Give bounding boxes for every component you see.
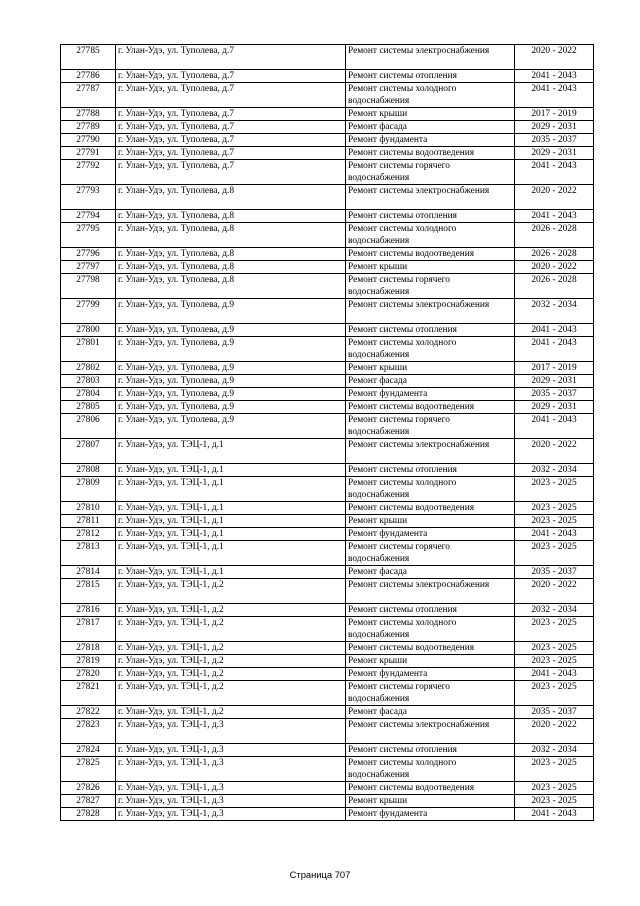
table-row bbox=[61, 477, 594, 502]
work-type-cell: Ремонт системы электроснабжения bbox=[346, 719, 515, 744]
address-cell: г. Улан-Удэ, ул. Туполева, д.7 bbox=[116, 147, 346, 160]
work-type-cell: Ремонт системы отопления bbox=[346, 210, 515, 223]
work-type-cell: Ремонт системы отопления bbox=[346, 324, 515, 337]
row-number-cell: 27807 bbox=[61, 439, 116, 464]
row-number-cell: 27802 bbox=[61, 362, 116, 375]
work-type-cell: Ремонт системы отопления bbox=[346, 464, 515, 477]
address-cell: г. Улан-Удэ, ул. Туполева, д.8 bbox=[116, 210, 346, 223]
row-number-cell: 27818 bbox=[61, 642, 116, 655]
table-row bbox=[61, 337, 594, 362]
row-number-cell: 27823 bbox=[61, 719, 116, 744]
row-number-cell: 27824 bbox=[61, 744, 116, 757]
period-cell: 2026 - 2028 bbox=[515, 248, 594, 261]
address-cell: г. Улан-Удэ, ул. Туполева, д.9 bbox=[116, 388, 346, 401]
address-cell: г. Улан-Удэ, ул. ТЭЦ-1, д.2 bbox=[116, 642, 346, 655]
period-cell: 2041 - 2043 bbox=[515, 528, 594, 541]
table-row bbox=[61, 541, 594, 566]
address-cell: г. Улан-Удэ, ул. ТЭЦ-1, д.1 bbox=[116, 541, 346, 566]
address-cell: г. Улан-Удэ, ул. ТЭЦ-1, д.3 bbox=[116, 719, 346, 744]
work-type-cell: Ремонт системы электроснабжения bbox=[346, 579, 515, 604]
period-cell: 2017 - 2019 bbox=[515, 108, 594, 121]
table-row bbox=[61, 706, 594, 719]
work-type-cell: Ремонт крыши bbox=[346, 655, 515, 668]
row-number-cell: 27813 bbox=[61, 541, 116, 566]
table-row bbox=[61, 83, 594, 108]
address-cell: г. Улан-Удэ, ул. Туполева, д.7 bbox=[116, 134, 346, 147]
table-row bbox=[61, 210, 594, 223]
table-row bbox=[61, 248, 594, 261]
work-type-cell: Ремонт системы отопления bbox=[346, 744, 515, 757]
row-number-cell: 27826 bbox=[61, 782, 116, 795]
work-type-cell: Ремонт фундамента bbox=[346, 388, 515, 401]
period-cell: 2017 - 2019 bbox=[515, 362, 594, 375]
row-number-cell: 27814 bbox=[61, 566, 116, 579]
table-row bbox=[61, 299, 594, 324]
table-row bbox=[61, 108, 594, 121]
period-cell: 2023 - 2025 bbox=[515, 782, 594, 795]
address-cell: г. Улан-Удэ, ул. Туполева, д.9 bbox=[116, 337, 346, 362]
document-page bbox=[60, 44, 593, 821]
address-cell: г. Улан-Удэ, ул. ТЭЦ-1, д.2 bbox=[116, 681, 346, 706]
table-row bbox=[61, 757, 594, 782]
row-number-cell: 27795 bbox=[61, 223, 116, 248]
work-type-cell: Ремонт фундамента bbox=[346, 668, 515, 681]
address-cell: г. Улан-Удэ, ул. ТЭЦ-1, д.3 bbox=[116, 782, 346, 795]
row-number-cell: 27801 bbox=[61, 337, 116, 362]
work-type-cell: Ремонт системы холодного водоснабжения bbox=[346, 477, 515, 502]
table-row bbox=[61, 439, 594, 464]
period-cell: 2032 - 2034 bbox=[515, 604, 594, 617]
table-row bbox=[61, 185, 594, 210]
row-number-cell: 27785 bbox=[61, 45, 116, 70]
row-number-cell: 27821 bbox=[61, 681, 116, 706]
period-cell: 2041 - 2043 bbox=[515, 70, 594, 83]
table-row bbox=[61, 274, 594, 299]
table-row bbox=[61, 464, 594, 477]
row-number-cell: 27809 bbox=[61, 477, 116, 502]
work-type-cell: Ремонт крыши bbox=[346, 515, 515, 528]
address-cell: г. Улан-Удэ, ул. Туполева, д.8 bbox=[116, 261, 346, 274]
period-cell: 2023 - 2025 bbox=[515, 515, 594, 528]
table-row bbox=[61, 668, 594, 681]
row-number-cell: 27787 bbox=[61, 83, 116, 108]
table-row bbox=[61, 744, 594, 757]
work-type-cell: Ремонт фасада bbox=[346, 121, 515, 134]
period-cell: 2023 - 2025 bbox=[515, 757, 594, 782]
table-row bbox=[61, 642, 594, 655]
row-number-cell: 27803 bbox=[61, 375, 116, 388]
period-cell: 2023 - 2025 bbox=[515, 795, 594, 808]
row-number-cell: 27798 bbox=[61, 274, 116, 299]
work-type-cell: Ремонт системы холодного водоснабжения bbox=[346, 757, 515, 782]
address-cell: г. Улан-Удэ, ул. Туполева, д.7 bbox=[116, 70, 346, 83]
row-number-cell: 27828 bbox=[61, 808, 116, 821]
period-cell: 2041 - 2043 bbox=[515, 160, 594, 185]
period-cell: 2023 - 2025 bbox=[515, 477, 594, 502]
work-type-cell: Ремонт системы холодного водоснабжения bbox=[346, 617, 515, 642]
work-type-cell: Ремонт системы горячего водоснабжения bbox=[346, 681, 515, 706]
table-row bbox=[61, 45, 594, 70]
address-cell: г. Улан-Удэ, ул. Туполева, д.7 bbox=[116, 108, 346, 121]
work-type-cell: Ремонт системы холодного водоснабжения bbox=[346, 337, 515, 362]
period-cell: 2023 - 2025 bbox=[515, 681, 594, 706]
address-cell: г. Улан-Удэ, ул. ТЭЦ-1, д.1 bbox=[116, 566, 346, 579]
work-type-cell: Ремонт системы холодного водоснабжения bbox=[346, 83, 515, 108]
period-cell: 2035 - 2037 bbox=[515, 388, 594, 401]
address-cell: г. Улан-Удэ, ул. Туполева, д.8 bbox=[116, 248, 346, 261]
address-cell: г. Улан-Удэ, ул. Туполева, д.9 bbox=[116, 414, 346, 439]
address-cell: г. Улан-Удэ, ул. Туполева, д.8 bbox=[116, 223, 346, 248]
period-cell: 2026 - 2028 bbox=[515, 274, 594, 299]
table-row bbox=[61, 388, 594, 401]
period-cell: 2041 - 2043 bbox=[515, 668, 594, 681]
address-cell: г. Улан-Удэ, ул. ТЭЦ-1, д.2 bbox=[116, 579, 346, 604]
work-type-cell: Ремонт фундамента bbox=[346, 528, 515, 541]
address-cell: г. Улан-Удэ, ул. ТЭЦ-1, д.2 bbox=[116, 706, 346, 719]
period-cell: 2029 - 2031 bbox=[515, 121, 594, 134]
work-type-cell: Ремонт фундамента bbox=[346, 808, 515, 821]
table-row bbox=[61, 528, 594, 541]
row-number-cell: 27816 bbox=[61, 604, 116, 617]
table-row bbox=[61, 121, 594, 134]
row-number-cell: 27804 bbox=[61, 388, 116, 401]
work-type-cell: Ремонт фасада bbox=[346, 706, 515, 719]
period-cell: 2020 - 2022 bbox=[515, 579, 594, 604]
address-cell: г. Улан-Удэ, ул. ТЭЦ-1, д.1 bbox=[116, 502, 346, 515]
address-cell: г. Улан-Удэ, ул. ТЭЦ-1, д.3 bbox=[116, 795, 346, 808]
table-row bbox=[61, 147, 594, 160]
address-cell: г. Улан-Удэ, ул. ТЭЦ-1, д.1 bbox=[116, 515, 346, 528]
table-body bbox=[61, 45, 594, 821]
period-cell: 2023 - 2025 bbox=[515, 502, 594, 515]
period-cell: 2035 - 2037 bbox=[515, 134, 594, 147]
period-cell: 2023 - 2025 bbox=[515, 655, 594, 668]
work-type-cell: Ремонт фасада bbox=[346, 375, 515, 388]
row-number-cell: 27794 bbox=[61, 210, 116, 223]
address-cell: г. Улан-Удэ, ул. ТЭЦ-1, д.3 bbox=[116, 757, 346, 782]
address-cell: г. Улан-Удэ, ул. ТЭЦ-1, д.1 bbox=[116, 464, 346, 477]
work-type-cell: Ремонт системы электроснабжения bbox=[346, 439, 515, 464]
row-number-cell: 27808 bbox=[61, 464, 116, 477]
address-cell: г. Улан-Удэ, ул. ТЭЦ-1, д.2 bbox=[116, 655, 346, 668]
work-type-cell: Ремонт системы электроснабжения bbox=[346, 45, 515, 70]
table-row bbox=[61, 160, 594, 185]
period-cell: 2029 - 2031 bbox=[515, 375, 594, 388]
row-number-cell: 27806 bbox=[61, 414, 116, 439]
work-type-cell: Ремонт фундамента bbox=[346, 134, 515, 147]
work-type-cell: Ремонт крыши bbox=[346, 108, 515, 121]
row-number-cell: 27817 bbox=[61, 617, 116, 642]
work-type-cell: Ремонт системы водоотведения bbox=[346, 642, 515, 655]
repair-schedule-table bbox=[60, 44, 594, 821]
address-cell: г. Улан-Удэ, ул. ТЭЦ-1, д.2 bbox=[116, 668, 346, 681]
address-cell: г. Улан-Удэ, ул. Туполева, д.9 bbox=[116, 324, 346, 337]
period-cell: 2026 - 2028 bbox=[515, 223, 594, 248]
address-cell: г. Улан-Удэ, ул. Туполева, д.9 bbox=[116, 401, 346, 414]
table-row bbox=[61, 604, 594, 617]
address-cell: г. Улан-Удэ, ул. ТЭЦ-1, д.3 bbox=[116, 744, 346, 757]
address-cell: г. Улан-Удэ, ул. Туполева, д.9 bbox=[116, 375, 346, 388]
row-number-cell: 27810 bbox=[61, 502, 116, 515]
address-cell: г. Улан-Удэ, ул. ТЭЦ-1, д.1 bbox=[116, 477, 346, 502]
work-type-cell: Ремонт системы горячего водоснабжения bbox=[346, 541, 515, 566]
address-cell: г. Улан-Удэ, ул. Туполева, д.7 bbox=[116, 45, 346, 70]
address-cell: г. Улан-Удэ, ул. Туполева, д.9 bbox=[116, 362, 346, 375]
table-row bbox=[61, 362, 594, 375]
table-row bbox=[61, 617, 594, 642]
table-row bbox=[61, 655, 594, 668]
work-type-cell: Ремонт системы холодного водоснабжения bbox=[346, 223, 515, 248]
address-cell: г. Улан-Удэ, ул. Туполева, д.7 bbox=[116, 121, 346, 134]
period-cell: 2020 - 2022 bbox=[515, 45, 594, 70]
period-cell: 2041 - 2043 bbox=[515, 808, 594, 821]
table-row bbox=[61, 566, 594, 579]
period-cell: 2020 - 2022 bbox=[515, 719, 594, 744]
table-row bbox=[61, 502, 594, 515]
address-cell: г. Улан-Удэ, ул. ТЭЦ-1, д.1 bbox=[116, 528, 346, 541]
work-type-cell: Ремонт системы отопления bbox=[346, 604, 515, 617]
table-row bbox=[61, 401, 594, 414]
row-number-cell: 27799 bbox=[61, 299, 116, 324]
row-number-cell: 27812 bbox=[61, 528, 116, 541]
work-type-cell: Ремонт системы водоотведения bbox=[346, 147, 515, 160]
work-type-cell: Ремонт системы горячего водоснабжения bbox=[346, 274, 515, 299]
row-number-cell: 27805 bbox=[61, 401, 116, 414]
work-type-cell: Ремонт системы горячего водоснабжения bbox=[346, 414, 515, 439]
period-cell: 2023 - 2025 bbox=[515, 541, 594, 566]
period-cell: 2035 - 2037 bbox=[515, 566, 594, 579]
table-row bbox=[61, 681, 594, 706]
table-row bbox=[61, 134, 594, 147]
address-cell: г. Улан-Удэ, ул. Туполева, д.8 bbox=[116, 185, 346, 210]
row-number-cell: 27790 bbox=[61, 134, 116, 147]
row-number-cell: 27815 bbox=[61, 579, 116, 604]
address-cell: г. Улан-Удэ, ул. Туполева, д.8 bbox=[116, 274, 346, 299]
work-type-cell: Ремонт системы водоотведения bbox=[346, 401, 515, 414]
row-number-cell: 27786 bbox=[61, 70, 116, 83]
period-cell: 2020 - 2022 bbox=[515, 261, 594, 274]
address-cell: г. Улан-Удэ, ул. Туполева, д.7 bbox=[116, 83, 346, 108]
period-cell: 2041 - 2043 bbox=[515, 210, 594, 223]
table-row bbox=[61, 782, 594, 795]
period-cell: 2041 - 2043 bbox=[515, 414, 594, 439]
row-number-cell: 27788 bbox=[61, 108, 116, 121]
address-cell: г. Улан-Удэ, ул. ТЭЦ-1, д.3 bbox=[116, 808, 346, 821]
period-cell: 2020 - 2022 bbox=[515, 185, 594, 210]
period-cell: 2029 - 2031 bbox=[515, 401, 594, 414]
period-cell: 2029 - 2031 bbox=[515, 147, 594, 160]
table-row bbox=[61, 261, 594, 274]
period-cell: 2035 - 2037 bbox=[515, 706, 594, 719]
work-type-cell: Ремонт системы горячего водоснабжения bbox=[346, 160, 515, 185]
row-number-cell: 27792 bbox=[61, 160, 116, 185]
row-number-cell: 27825 bbox=[61, 757, 116, 782]
table-row bbox=[61, 808, 594, 821]
address-cell: г. Улан-Удэ, ул. Туполева, д.9 bbox=[116, 299, 346, 324]
work-type-cell: Ремонт системы отопления bbox=[346, 70, 515, 83]
work-type-cell: Ремонт крыши bbox=[346, 362, 515, 375]
work-type-cell: Ремонт системы водоотведения bbox=[346, 782, 515, 795]
row-number-cell: 27797 bbox=[61, 261, 116, 274]
table-row bbox=[61, 579, 594, 604]
period-cell: 2023 - 2025 bbox=[515, 642, 594, 655]
period-cell: 2041 - 2043 bbox=[515, 324, 594, 337]
work-type-cell: Ремонт крыши bbox=[346, 261, 515, 274]
row-number-cell: 27796 bbox=[61, 248, 116, 261]
page-number: Страница 707 bbox=[289, 869, 351, 880]
table-row bbox=[61, 414, 594, 439]
work-type-cell: Ремонт фасада bbox=[346, 566, 515, 579]
table-row bbox=[61, 223, 594, 248]
row-number-cell: 27822 bbox=[61, 706, 116, 719]
row-number-cell: 27791 bbox=[61, 147, 116, 160]
period-cell: 2023 - 2025 bbox=[515, 617, 594, 642]
period-cell: 2032 - 2034 bbox=[515, 744, 594, 757]
period-cell: 2032 - 2034 bbox=[515, 299, 594, 324]
work-type-cell: Ремонт системы электроснабжения bbox=[346, 299, 515, 324]
address-cell: г. Улан-Удэ, ул. ТЭЦ-1, д.1 bbox=[116, 439, 346, 464]
table-row bbox=[61, 795, 594, 808]
row-number-cell: 27811 bbox=[61, 515, 116, 528]
period-cell: 2041 - 2043 bbox=[515, 337, 594, 362]
table-row bbox=[61, 324, 594, 337]
table-row bbox=[61, 719, 594, 744]
row-number-cell: 27789 bbox=[61, 121, 116, 134]
work-type-cell: Ремонт крыши bbox=[346, 795, 515, 808]
work-type-cell: Ремонт системы электроснабжения bbox=[346, 185, 515, 210]
row-number-cell: 27819 bbox=[61, 655, 116, 668]
address-cell: г. Улан-Удэ, ул. Туполева, д.7 bbox=[116, 160, 346, 185]
period-cell: 2041 - 2043 bbox=[515, 83, 594, 108]
work-type-cell: Ремонт системы водоотведения bbox=[346, 248, 515, 261]
table-row bbox=[61, 515, 594, 528]
row-number-cell: 27800 bbox=[61, 324, 116, 337]
row-number-cell: 27827 bbox=[61, 795, 116, 808]
row-number-cell: 27793 bbox=[61, 185, 116, 210]
period-cell: 2020 - 2022 bbox=[515, 439, 594, 464]
work-type-cell: Ремонт системы водоотведения bbox=[346, 502, 515, 515]
address-cell: г. Улан-Удэ, ул. ТЭЦ-1, д.2 bbox=[116, 617, 346, 642]
period-cell: 2032 - 2034 bbox=[515, 464, 594, 477]
row-number-cell: 27820 bbox=[61, 668, 116, 681]
table-row bbox=[61, 375, 594, 388]
address-cell: г. Улан-Удэ, ул. ТЭЦ-1, д.2 bbox=[116, 604, 346, 617]
table-row bbox=[61, 70, 594, 83]
